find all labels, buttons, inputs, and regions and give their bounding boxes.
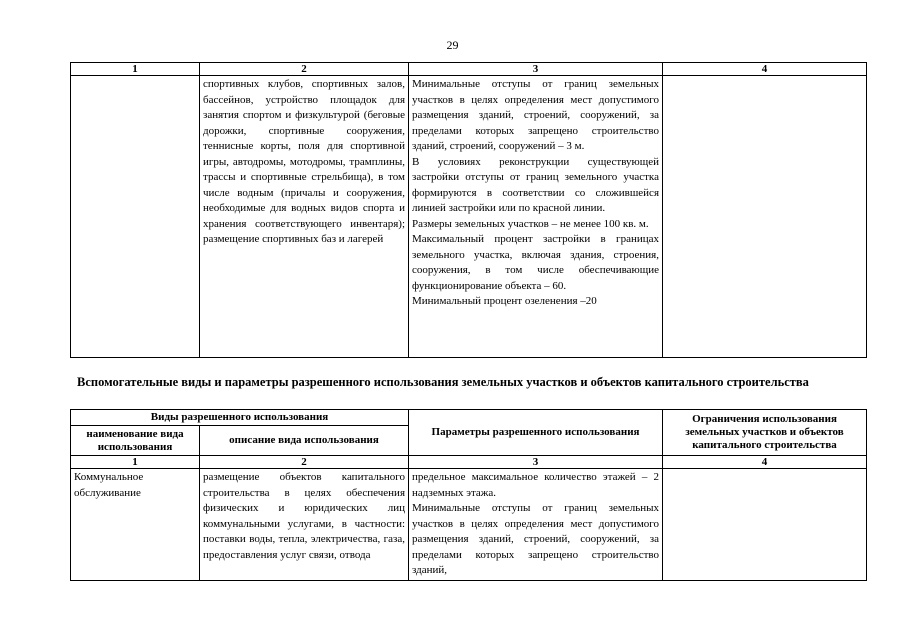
parameter-setbacks: Минимальные отступы от границ земельных участков в целях определения мест допустимого размещения зданий, строений, сооружений, за пределами которых запрещено строительство зданий, строений, сооружений – 3 м.	[412, 78, 659, 152]
use-parameters-cell	[409, 469, 663, 581]
table-row	[71, 76, 867, 358]
column-number-1: 1	[71, 456, 200, 469]
column-number-4: 4	[663, 63, 867, 76]
column-number-2: 2	[200, 63, 409, 76]
page-number: 29	[446, 38, 459, 52]
use-limits-cell	[663, 469, 867, 581]
header-use-limits: Ограничения использования земельных участков и объектов капитального строительства	[663, 410, 867, 456]
auxiliary-use-table	[70, 409, 867, 581]
column-number-1: 1	[71, 63, 200, 76]
main-use-table-continuation	[70, 62, 867, 358]
header-use-parameters: Параметры разрешенного использования	[409, 410, 663, 456]
section-title: Вспомогательные виды и параметры разрешенного использования земельных участков и объектов капитального строительства	[77, 375, 809, 389]
use-parameters-cell	[409, 76, 663, 358]
column-number-3: 3	[409, 456, 663, 469]
header-use-name: наименование вида использования	[71, 426, 200, 456]
use-name-cell: Коммунальное обслуживание	[71, 469, 200, 581]
use-name-cell	[71, 76, 200, 358]
column-number-3: 3	[409, 63, 663, 76]
column-number-row	[71, 63, 867, 76]
column-number-4: 4	[663, 456, 867, 469]
use-limits-cell	[663, 76, 867, 358]
parameter-setbacks: Минимальные отступы от границ земельных участков в целях определения мест допустимого размещения зданий, строений, сооружений, за пределами которых запрещено строительство зданий,	[412, 502, 660, 576]
parameter-floors: предельное максимальное количество этажей – 2 надземных этажа.	[412, 471, 660, 499]
use-description-cell: размещение объектов капитального строительства в целях обеспечения физических и юридических лиц коммунальными услугами, в частности: поставки воды, тепла, электричества, газа, предоставления услуг связи, отвода	[200, 469, 409, 581]
header-use-types: Виды разрешенного использования	[71, 410, 409, 426]
header-row-top	[71, 410, 867, 426]
parameter-plot-size: Размеры земельных участков – не менее 100 кв. м.	[412, 217, 649, 230]
use-description-cell: спортивных клубов, спортивных залов, бассейнов, устройство площадок для занятия спортом и физкультурой (беговые дорожки, спортивные сооружения, теннисные корты, поля для спортивной игры, автодромы, мотодромы, трамплины, трассы и спортивные стрельбища), в том числе водным (причалы и сооружения, необходимые для водных видов спорта и хранения соответствующего инвентаря); размещение спортивных баз и лагерей	[200, 76, 409, 358]
column-number-row	[71, 456, 867, 469]
table-row	[71, 469, 867, 581]
parameter-min-greenery: Минимальный процент озеленения –20	[412, 295, 597, 307]
parameter-max-coverage: Максимальный процент застройки в границах земельного участка, включая здания, строения, сооружения, в том числе обеспечивающие функционирование объекта – 60.	[412, 233, 659, 292]
header-use-description: описание вида использования	[200, 426, 409, 456]
column-number-2: 2	[200, 456, 409, 469]
parameter-reconstruction: В условиях реконструкции существующей застройки отступы от границ земельного участка формируются в соответствии со сложившейся линией застройки или по красной линии.	[412, 155, 659, 214]
